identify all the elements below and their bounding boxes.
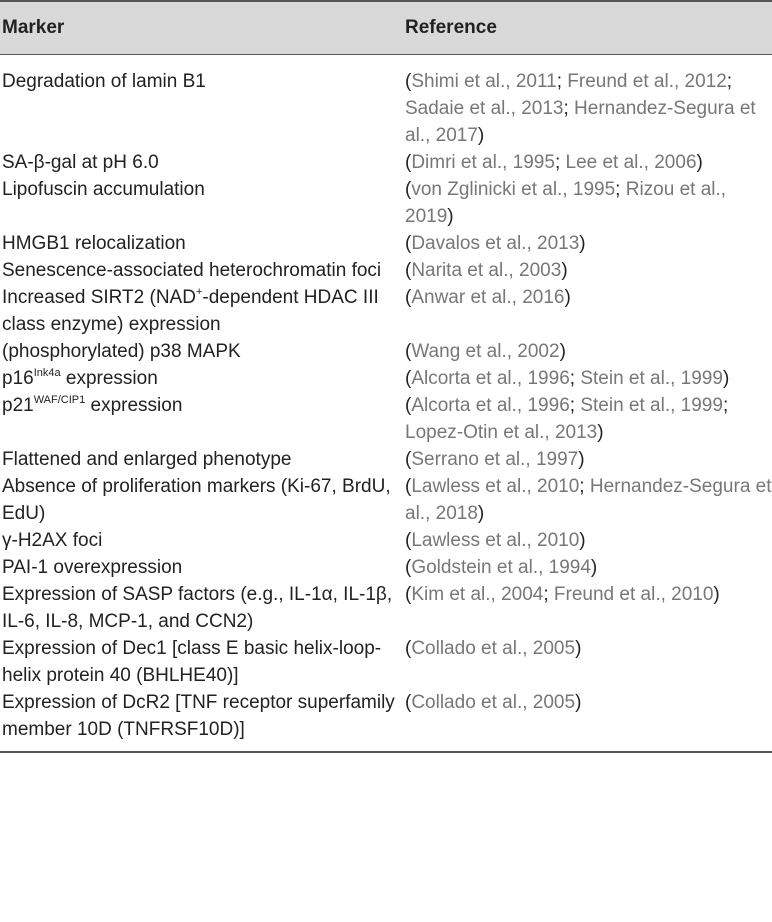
reference-cell: (Lawless et al., 2010) [405,530,586,551]
table-row [0,149,772,176]
reference-link[interactable]: Hernandez-Segura et al., 2017 [405,98,756,146]
marker-cell [0,284,405,338]
reference-link[interactable]: Wang et al., 2002 [411,341,560,362]
table-row [0,365,772,392]
table-body [0,55,772,753]
reference-link[interactable]: Freund et al., 2012 [567,71,727,92]
table-row [0,581,772,635]
reference-link[interactable]: Dimri et al., 1995 [411,152,555,173]
marker-text: (phosphorylated) p38 MAPK [2,341,241,362]
marker-text: Expression of Dec1 [class E basic helix-loop-helix protein 40 (BHLHE40)] [2,638,382,686]
reference-link[interactable]: Alcorta et al., 1996 [411,368,570,389]
marker-cell [0,365,405,392]
reference-link[interactable]: Collado et al., 2005 [411,638,576,659]
reference-cell: (Alcorta et al., 1996; Stein et al., 1999; Lopez-Otin et al., 2013) [405,395,729,443]
reference-link[interactable]: Davalos et al., 2013 [411,233,580,254]
reference-cell: (Collado et al., 2005) [405,689,772,752]
marker-text: expression [60,368,158,389]
table-row [0,527,772,554]
table-row [0,473,772,527]
marker-text: HMGB1 relocalization [2,233,186,254]
table-row [0,284,772,338]
marker-text: Expression of SASP factors (e.g., IL-1α, IL-1β, IL-6, IL-8, MCP-1, and CCN2) [2,584,393,632]
reference-link[interactable]: Shimi et al., 2011 [411,71,557,92]
marker-text: Degradation of lamin B1 [2,71,206,92]
marker-text: Absence of proliferation markers (Ki-67, BrdU, EdU) [2,476,391,524]
reference-link[interactable]: Sadaie et al., 2013 [405,98,564,119]
marker-text: Lipofuscin accumulation [2,179,205,200]
marker-text: Increased SIRT2 (NAD [2,287,196,308]
table-row [0,55,772,150]
marker-text: SA-β-gal at pH 6.0 [2,152,159,173]
reference-link[interactable]: Serrano et al., 1997 [411,449,579,470]
marker-cell [0,689,405,752]
marker-cell [0,257,405,284]
marker-text: Senescence-associated heterochromatin foci [2,260,382,281]
reference-link[interactable]: Alcorta et al., 1996 [411,395,570,416]
table-row [0,392,772,446]
reference-link[interactable]: Stein et al., 1999 [580,395,723,416]
marker-cell [0,554,405,581]
reference-link[interactable]: Narita et al., 2003 [411,260,562,281]
marker-cell [0,338,405,365]
header-row [0,1,772,55]
marker-text: Flattened and enlarged phenotype [2,449,292,470]
reference-cell: (Davalos et al., 2013) [405,233,586,254]
reference-link[interactable]: Rizou et al., 2019 [405,179,727,227]
marker-text: expression [85,395,183,416]
header-reference: Reference [405,1,772,55]
marker-text: γ-H2AX foci [2,530,103,551]
marker-text: PAI-1 overexpression [2,557,183,578]
reference-link[interactable]: Lopez-Otin et al., 2013 [405,422,598,443]
marker-superscript: WAF/CIP1 [33,394,86,406]
reference-link[interactable]: Lee et al., 2006 [565,152,697,173]
reference-cell: (Kim et al., 2004; Freund et al., 2010) [405,584,720,605]
marker-cell [0,527,405,554]
marker-cell [0,149,405,176]
marker-cell [0,176,405,230]
reference-link[interactable]: Kim et al., 2004 [411,584,544,605]
reference-cell: (Alcorta et al., 1996; Stein et al., 1999) [405,368,730,389]
reference-cell: (Dimri et al., 1995; Lee et al., 2006) [405,152,703,173]
marker-cell [0,55,405,150]
reference-cell: (Collado et al., 2005) [405,638,582,659]
marker-text: p21 [2,395,34,416]
marker-cell [0,230,405,257]
reference-cell: (Lawless et al., 2010; Hernandez-Segura et al., 2018) [405,476,772,524]
reference-link[interactable]: Collado et al., 2005 [411,692,576,713]
marker-cell [0,581,405,635]
table-row [0,176,772,230]
marker-superscript: + [195,286,203,298]
marker-text: -dependent HDAC III class enzyme) expression [2,287,379,335]
reference-cell: (Serrano et al., 1997) [405,449,585,470]
marker-text: Expression of DcR2 [TNF receptor superfamily member 10D (TNFRSF10D)] [2,692,395,740]
reference-link[interactable]: Lawless et al., 2010 [411,530,580,551]
reference-link[interactable]: Hernandez-Segura et al., 2018 [405,476,772,524]
table-row [0,338,772,365]
reference-link[interactable]: Freund et al., 2010 [553,584,714,605]
reference-cell: (Goldstein et al., 1994) [405,557,598,578]
header-marker: Marker [0,1,405,55]
marker-cell [0,392,405,446]
table-row [0,230,772,257]
marker-cell [0,446,405,473]
table-row [0,554,772,581]
reference-link[interactable]: von Zglinicki et al., 1995 [411,179,616,200]
reference-cell: (von Zglinicki et al., 1995; Rizou et al., 2019) [405,179,727,227]
table-row [0,689,772,752]
reference-cell: (Narita et al., 2003) [405,260,568,281]
table-row [0,446,772,473]
table-row [0,635,772,689]
reference-link[interactable]: Goldstein et al., 1994 [411,557,591,578]
table-header [0,1,772,55]
reference-link[interactable]: Anwar et al., 2016 [411,287,565,308]
marker-superscript: Ink4a [33,367,61,379]
reference-cell: (Wang et al., 2002) [405,341,566,362]
marker-cell [0,635,405,689]
reference-link[interactable]: Lawless et al., 2010 [411,476,580,497]
marker-text: p16 [2,368,34,389]
reference-link[interactable]: Stein et al., 1999 [580,368,723,389]
reference-cell: (Anwar et al., 2016) [405,287,571,308]
marker-cell [0,473,405,527]
table-row [0,257,772,284]
reference-cell: (Shimi et al., 2011; Freund et al., 2012; Sadaie et al., 2013; Hernandez-Segura et al., 2017) [405,71,756,146]
